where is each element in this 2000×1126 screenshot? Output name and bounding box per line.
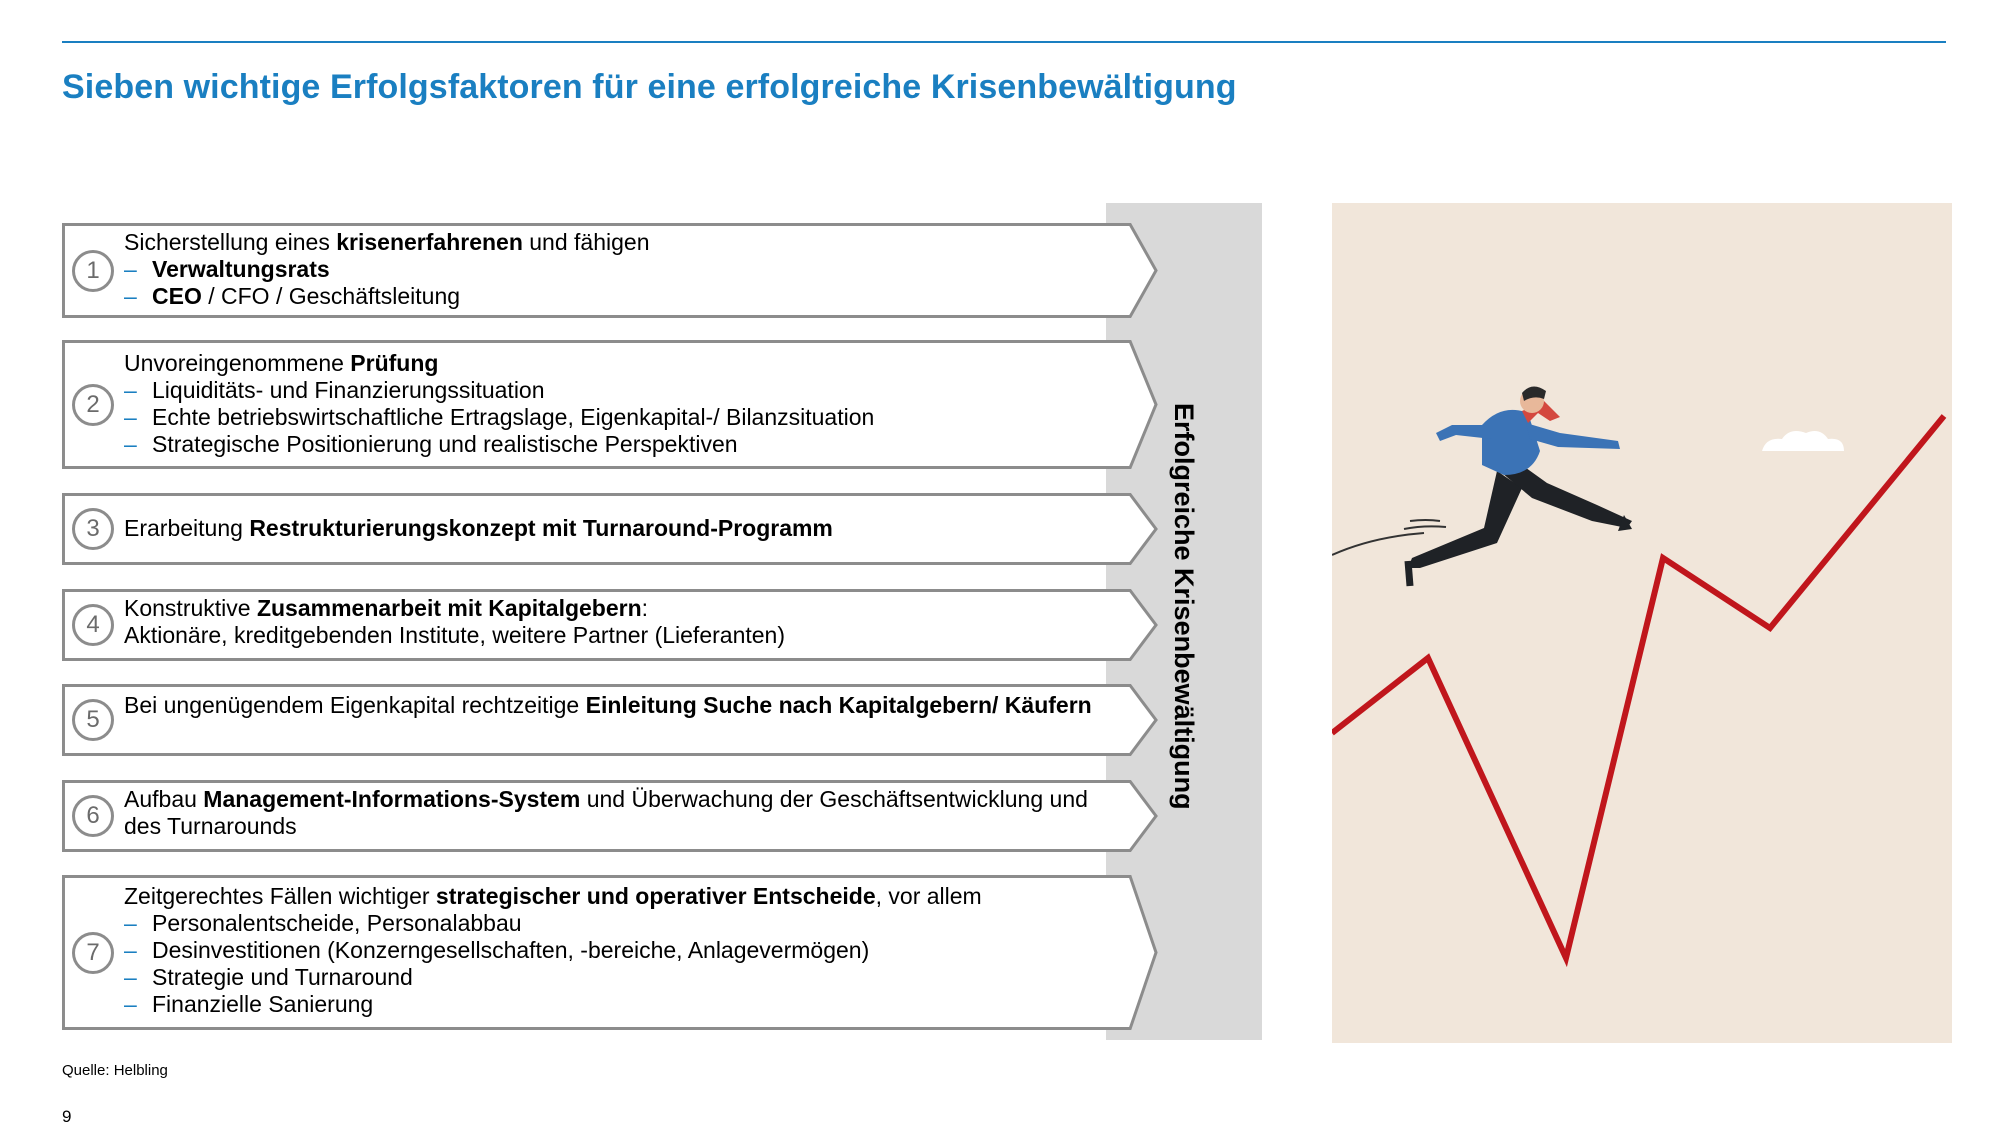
factor-box-3 (62, 493, 1162, 565)
factor-bullet (124, 431, 1122, 458)
factor-bullet-segment: Echte betriebswirtschaftliche Ertragslage, Eigenkapital-/ Bilanzsituation (152, 404, 875, 430)
trend-line (1332, 416, 1944, 958)
businessman-figure (1408, 386, 1632, 586)
factor-number-badge: 2 (72, 384, 114, 426)
factor-bullet (124, 283, 1122, 310)
cloud-icon (1762, 431, 1844, 451)
factor-number-badge: 4 (72, 604, 114, 646)
factor-text (124, 229, 1122, 310)
factor-lead-segment: Einleitung Suche nach Kapitalgebern/ Käufern (585, 692, 1092, 718)
factor-lead (124, 229, 1122, 256)
jumping-businessman-illustration (1332, 203, 1952, 1043)
factor-number-badge: 3 (72, 508, 114, 550)
factor-bullet-segment: Finanzielle Sanierung (152, 991, 374, 1017)
factor-number-badge: 6 (72, 795, 114, 837)
factor-lead-segment: Management-Informations-System (203, 786, 581, 812)
dash-bullet-icon: – (124, 283, 137, 309)
factor-lead-segment: Erarbeitung (124, 515, 250, 541)
factor-bullet-segment: Strategische Positionierung und realistische Perspektiven (152, 431, 738, 457)
factor-bullet (124, 937, 1122, 964)
dash-bullet-icon: – (124, 991, 137, 1017)
factor-lead (124, 786, 1122, 840)
factor-bullet (124, 377, 1122, 404)
factor-lead-segment: Bei ungenügendem Eigenkapital rechtzeitige (124, 692, 586, 718)
factor-text (124, 883, 1122, 1018)
factor-lead (124, 515, 1122, 542)
factor-bullet (124, 256, 1122, 283)
factor-bullet-segment: Verwaltungsrats (152, 256, 330, 282)
factor-lead-segment: Zeitgerechtes Fällen wichtiger (124, 883, 436, 909)
factor-bullet-segment: Strategie und Turnaround (152, 964, 413, 990)
factor-lead-segment: Konstruktive (124, 595, 257, 621)
factor-text (124, 350, 1122, 458)
factor-lead-segment: : (641, 595, 649, 621)
factor-box-5 (62, 684, 1162, 756)
factor-lead-segment: krisenerfahrenen (336, 229, 523, 255)
factor-text (124, 595, 1122, 649)
factor-detail-line: Aktionäre, kreditgebenden Institute, weitere Partner (Lieferanten) (124, 622, 785, 648)
page-title: Sieben wichtige Erfolgsfaktoren für eine erfolgreiche Krisenbewältigung (62, 68, 1237, 106)
factor-lead (124, 350, 1122, 377)
source-note: Quelle: Helbling (62, 1062, 168, 1079)
dash-bullet-icon: – (124, 256, 137, 282)
factor-lead-segment: Sicherstellung eines (124, 229, 337, 255)
factor-lead-segment: und fähigen (522, 229, 650, 255)
page-number: 9 (62, 1107, 72, 1126)
factor-text (124, 692, 1122, 719)
factor-box-4 (62, 589, 1162, 661)
factor-bullet (124, 910, 1122, 937)
factor-bullet-segment: Desinvestitionen (Konzerngesellschaften, -bereiche, Anlagevermögen) (152, 937, 870, 963)
factor-lead-segment: Prüfung (350, 350, 439, 376)
factor-bullet (124, 404, 1122, 431)
factor-lead (124, 692, 1122, 719)
dash-bullet-icon: – (124, 404, 137, 430)
dash-bullet-icon: – (124, 937, 137, 963)
factor-bullet-segment: Personalentscheide, Personalabbau (152, 910, 522, 936)
factor-text (124, 786, 1122, 840)
factor-lead-segment: Unvoreingenommene (124, 350, 351, 376)
factor-number-badge: 5 (72, 699, 114, 741)
factor-lead-segment: und Überwachung der Geschäftsentwicklung und des Turnarounds (124, 786, 1088, 839)
factor-lead (124, 595, 1122, 622)
factor-box-1 (62, 223, 1162, 318)
factor-box-7 (62, 875, 1162, 1030)
factor-bullet-segment: Liquiditäts- und Finanzierungssituation (152, 377, 545, 403)
illustration (1332, 203, 1952, 1043)
factor-box-6 (62, 780, 1162, 852)
dash-bullet-icon: – (124, 964, 137, 990)
factor-number-badge: 7 (72, 932, 114, 974)
vertical-label: Erfolgreiche Krisenbewältigung (1169, 403, 1199, 810)
factor-box-2 (62, 340, 1162, 469)
dash-bullet-icon: – (124, 910, 137, 936)
factor-lead-segment: Restrukturierungskonzept mit Turnaround-Programm (249, 515, 833, 541)
dash-bullet-icon: – (124, 377, 137, 403)
factor-lead-segment: Zusammenarbeit mit Kapitalgebern (256, 595, 642, 621)
factor-bullet-segment: CEO (152, 283, 202, 309)
dash-bullet-icon: – (124, 431, 137, 457)
factor-lead-segment: strategischer und operativer Entscheide (435, 883, 876, 909)
factor-lead-segment: Aufbau (124, 786, 204, 812)
factor-lead (124, 883, 1122, 910)
factor-number-badge: 1 (72, 250, 114, 292)
factor-bullet (124, 964, 1122, 991)
factor-text (124, 515, 1122, 542)
factor-bullet (124, 991, 1122, 1018)
factor-bullet-segment: / CFO / Geschäftsleitung (201, 283, 461, 309)
factor-lead-segment: , vor allem (875, 883, 982, 909)
